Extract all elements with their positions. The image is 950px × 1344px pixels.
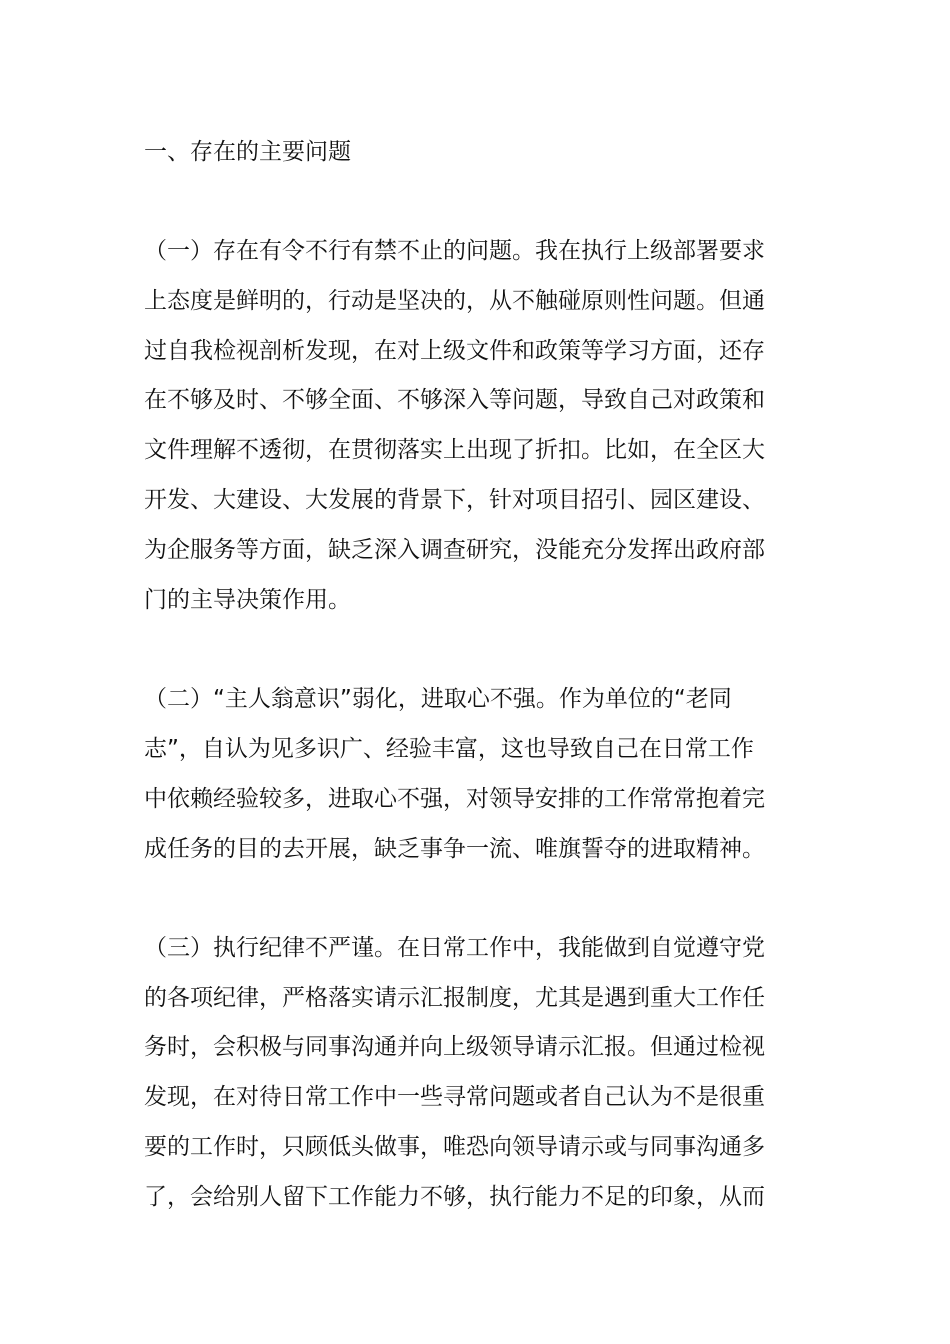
paragraph-line: （一）存在有令不行有禁不止的问题。我在执行上级部署要求	[144, 238, 765, 264]
paragraph-line: 文件理解不透彻，在贯彻落实上出现了折扣。比如，在全区大	[144, 437, 765, 463]
paragraph-line: 志”，自认为见多识广、经验丰富，这也导致自己在日常工作	[144, 736, 754, 762]
paragraph-line: （二）“主人翁意识”弱化，进取心不强。作为单位的“老同	[144, 686, 732, 712]
paragraph-line: 开发、大建设、大发展的背景下，针对项目招引、园区建设、	[144, 487, 765, 513]
paragraph-line: 门的主导决策作用。	[144, 587, 351, 613]
paragraph-line: 的各项纪律，严格落实请示汇报制度，尤其是遇到重大工作任	[144, 985, 765, 1011]
paragraph-line: 过自我检视剖析发现，在对上级文件和政策等学习方面，还存	[144, 338, 765, 364]
paragraph-line: 在不够及时、不够全面、不够深入等问题，导致自己对政策和	[144, 387, 765, 413]
paragraph-line: 为企服务等方面，缺乏深入调查研究，没能充分发挥出政府部	[144, 537, 765, 563]
paragraph-line: 成任务的目的去开展，缺乏事争一流、唯旗誓夺的进取精神。	[144, 836, 765, 862]
paragraph-line: 务时，会积极与同事沟通并向上级领导请示汇报。但通过检视	[144, 1034, 765, 1060]
paragraph-line: 了，会给别人留下工作能力不够，执行能力不足的印象，从而	[144, 1184, 765, 1210]
paragraph-line: 要的工作时，只顾低头做事，唯恐向领导请示或与同事沟通多	[144, 1134, 765, 1160]
paragraph-line: 发现，在对待日常工作中一些寻常问题或者自己认为不是很重	[144, 1084, 765, 1110]
section-heading: 一、存在的主要问题	[144, 139, 351, 165]
paragraph-line: （三）执行纪律不严谨。在日常工作中，我能做到自觉遵守党	[144, 935, 765, 961]
paragraph-line: 上态度是鲜明的，行动是坚决的，从不触碰原则性问题。但通	[144, 288, 765, 314]
paragraph-line: 中依赖经验较多，进取心不强，对领导安排的工作常常抱着完	[144, 786, 765, 812]
